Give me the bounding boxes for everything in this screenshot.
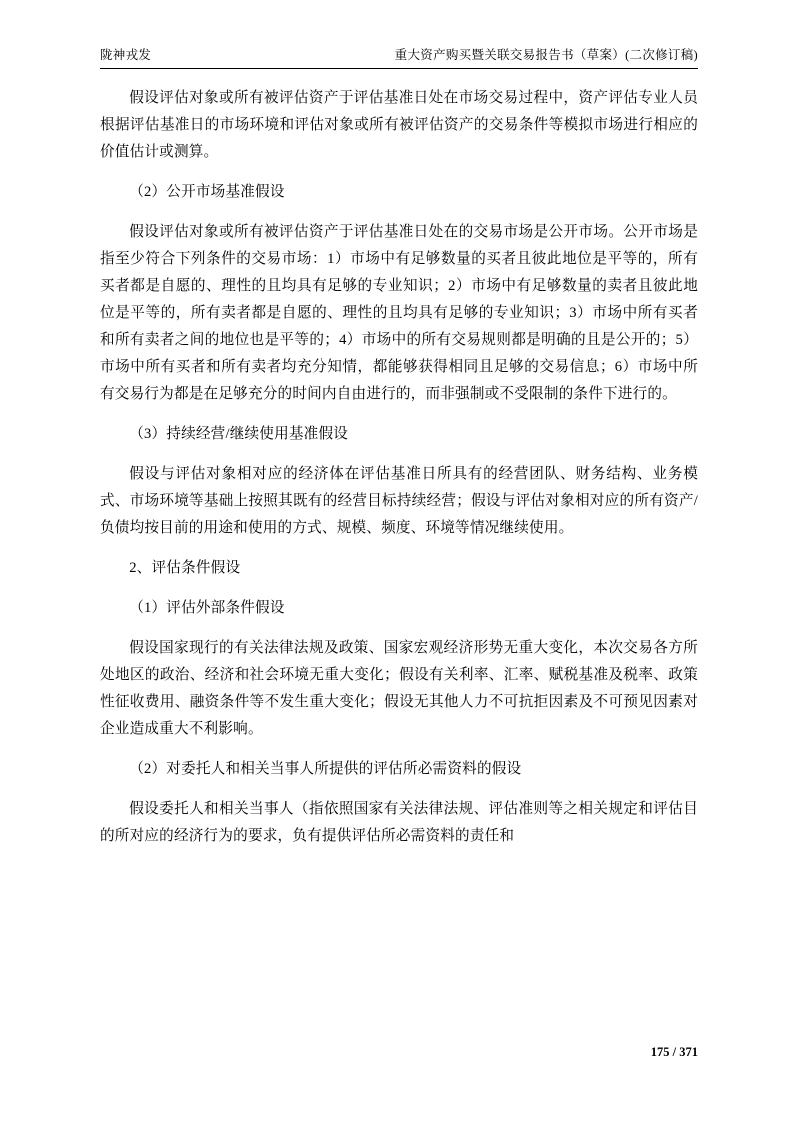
paragraph-heading: （1）评估外部条件假设 <box>129 599 285 616</box>
paragraph-heading: 2、评估条件假设 <box>129 559 241 576</box>
paragraph-heading: （2）对委托人和相关当事人所提供的评估所必需资料的假设 <box>129 760 522 777</box>
paragraph: 假设评估对象或所有被评估资产于评估基准日处在市场交易过程中，资产评估专业人员根据评估基准日的市场环境和评估对象或所有被评估资产的交易条件等模拟市场进行相应的价值估计或测算。 <box>100 90 698 160</box>
paragraph-heading: （2）公开市场基准假设 <box>129 183 285 200</box>
paragraph: 假设评估对象或所有被评估资产于评估基准日处在的交易市场是公开市场。公开市场是指至少符合下列条件的交易市场：1）市场中有足够数量的买者且彼此地位是平等的，所有买者都是自愿的、理性的且均具有足够的专业知识；2）市场中有足够数量的卖者且彼此地位是平等的，所有卖者都是自愿的、理性的且均具有足够的专业知识；3）市场中所有买者和所有卖者之间的地位也是平等的；4）市场中的所有交易规则都是明确的且是公开的；5）市场中所有买者和所有卖者均充分知情，都能够获得相同且足够的交易信息；6）市场中所有交易行为都是在足够充分的时间内自由进行的，而非强制或不受限制的条件下进行的。 <box>100 223 698 402</box>
paragraph: 假设与评估对象相对应的经济体在评估基准日所具有的经营团队、财务结构、业务模式、市场环境等基础上按照其既有的经营目标持续经营；假设与评估对象相对应的所有资产/负债均按目前的用途和使用的方式、规模、频度、环境等情况继续使用。 <box>100 465 698 536</box>
page-content-area <box>100 45 698 1082</box>
header-document-title: 重大资产购买暨关联交易报告书（草案）(二次修订稿) <box>394 48 698 62</box>
paragraph: 假设委托人和相关当事人（指依照国家有关法律法规、评估准则等之相关规定和评估目的所对应的经济行为的要求，负有提供评估所必需资料的责任和 <box>100 800 698 844</box>
page-number: 175 / 371 <box>650 1045 698 1059</box>
paragraph: 假设国家现行的有关法律法规及政策、国家宏观经济形势无重大变化，本次交易各方所处地区的政治、经济和社会环境无重大变化；假设有关利率、汇率、赋税基准及税率、政策性征收费用、融资条件等不发生重大变化；假设无其他人力不可抗拒因素及不可预见因素对企业造成重大不利影响。 <box>100 639 698 737</box>
document-body <box>100 85 698 850</box>
paragraph-heading: （3）持续经营/继续使用基准假设 <box>129 425 349 442</box>
header-company-name: 陇神戎发 <box>100 48 152 62</box>
page-header <box>100 45 698 69</box>
